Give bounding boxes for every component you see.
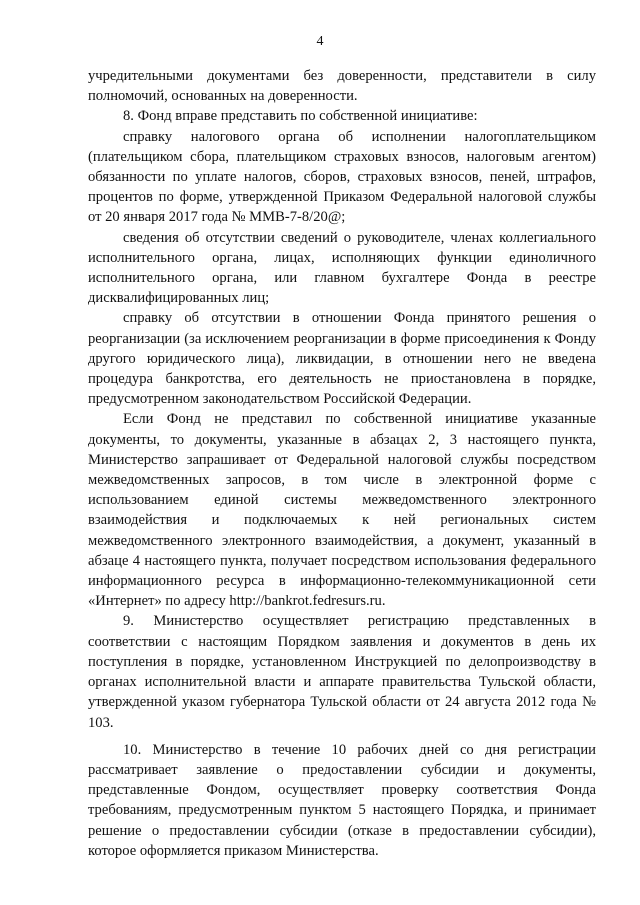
paragraph-item-8: 8. Фонд вправе представить по собственной инициативе: — [123, 108, 478, 125]
page-number: 4 — [316, 34, 324, 49]
document-body — [88, 66, 596, 861]
paragraph-item-10: 10. Министерство в течение 10 рабочих дней со дня регистрации рассматривает заявление о предоставлении субсидии и документы, представленные Фондом, осуществляет проверку соответствия Фонда требованиям, предусмотренным пунктом 5 настоящего Порядка, и принимает решение о предоставлении субсидии (отказе в предоставлении субсидии), которое оформляется приказом Министерства. — [88, 741, 596, 859]
paragraph-interagency-requests: Если Фонд не представил по собственной инициативе указанные документы, то документы, указанные в абзацах 2, 3 настоящего пункта, Министерство запрашивает от Федеральной налоговой службы посредством межведомственных запросов, в том числе в электронной форме с использованием единой системы межведомственного электронного взаимодействия и подключаемых к ней региональных систем межведомственного электронного взаимодействия, а документ, указанный в абзаце 4 настоящего пункта, получает посредством использования федерального информационного ресурса в информационно-телекоммуникационной сети «Интернет» по адресу http://bankrot.fedresurs.ru. — [88, 411, 596, 610]
paragraph-item-9: 9. Министерство осуществляет регистрацию представленных в соответствии с настоящим Порядком заявления и документов в день их поступления в порядке, установленном Инструкцией по делопроизводству в органах исполнительной власти и аппарате правительства Тульской области, утвержденной указом губернатора Тульской области от 24 августа 2012 года № 103. — [88, 613, 596, 731]
paragraph-reorganization-certificate: справку об отсутствии в отношении Фонда принятого решения о реорганизации (за исключением реорганизации в форме присоединения к Фонду другого юридического лица), ликвидации, в отношении него не введена процедура банкротства, его деятельность не приостановлена в порядке, предусмотренном законодательством Российской Федерации. — [88, 310, 596, 408]
paragraph-tax-certificate: справку налогового органа об исполнении налогоплательщиком (плательщиком сбора, плательщиком страховых взносов, налоговым агентом) обязанности по уплате налогов, сборов, страховых взносов, пеней, штрафов, процентов по форме, утвержденной Приказом Федеральной налоговой службы от 20 января 2017 года № ММВ-7-8/20@; — [88, 128, 596, 226]
paragraph-disqualified-registry: сведения об отсутствии сведений о руководителе, членах коллегиального исполнительного органа, лицах, исполняющих функции единоличного исполнительного органа, или главном бухгалтере Фонда в реестре дисквалифицированных лиц; — [88, 229, 596, 307]
paragraph-continuation: учредительными документами без доверенности, представители в силу полномочий, основанных на доверенности. — [88, 68, 596, 105]
